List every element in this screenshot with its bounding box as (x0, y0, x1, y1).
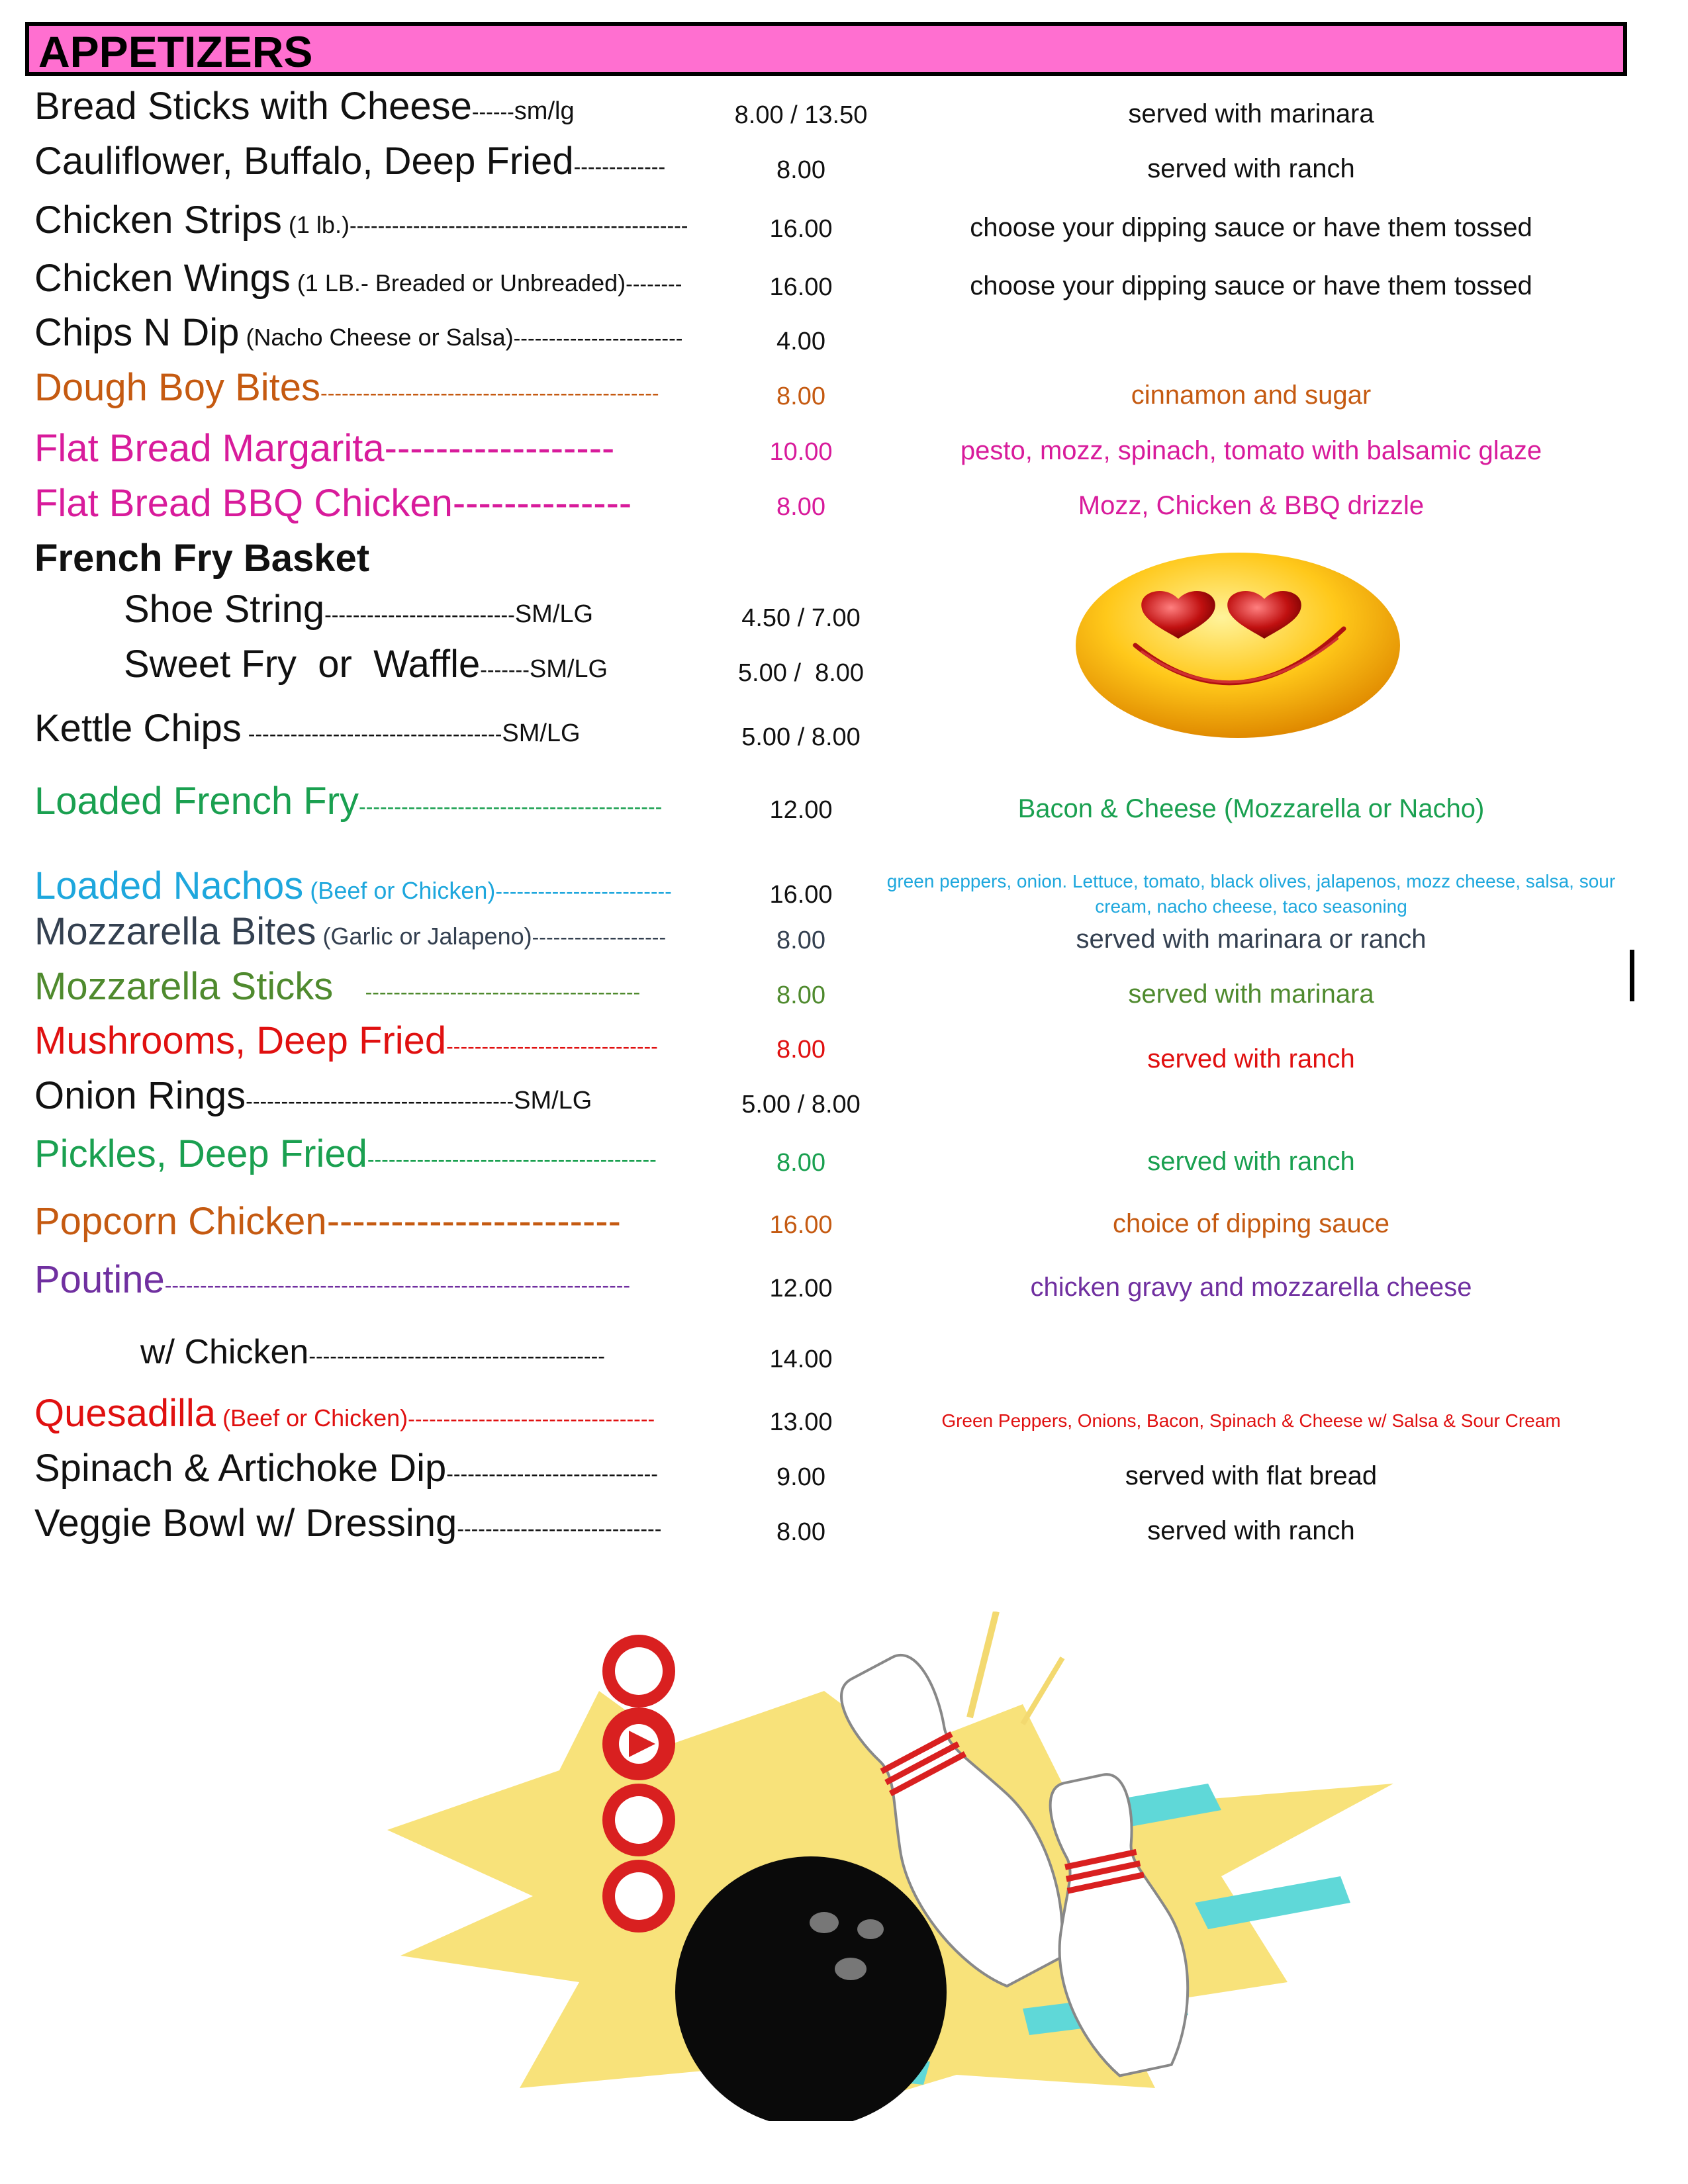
item-name: Sweet Fry or Waffle-------SM/LG (124, 643, 608, 686)
item-name: w/ Chicken------------------------------------------ (140, 1333, 605, 1371)
item-price: 8.00 / 13.50 (734, 101, 868, 129)
item-name: Kettle Chips ------------------------------------SM/LG (34, 707, 581, 750)
item-description: served with marinara (1128, 979, 1374, 1009)
item-description: green peppers, onion. Lettuce, tomato, black olives, jalapenos, mozz cheese, salsa, sour cream, nacho cheese, taco seasoning (886, 871, 1616, 917)
item-price: 4.00 (776, 328, 825, 355)
menu-item (0, 1445, 1688, 1498)
menu-item (0, 1500, 1688, 1553)
menu-item (0, 586, 1688, 639)
item-price: 8.00 (776, 1149, 825, 1177)
item-price: 10.00 (769, 438, 833, 466)
menu-item (0, 641, 1688, 694)
item-name: Dough Boy Bites------------------------------------------------ (34, 366, 659, 409)
item-name: Shoe String---------------------------SM/LG (124, 588, 594, 631)
item-description: choose your dipping sauce or have them tossed (970, 213, 1532, 242)
menu-item (0, 1256, 1688, 1309)
menu-item (0, 963, 1688, 1016)
item-name: Mushrooms, Deep Fried------------------------------ (34, 1019, 658, 1062)
item-price: 12.00 (769, 796, 833, 824)
menu-item (0, 309, 1688, 362)
item-description: Green Peppers, Onions, Bacon, Spinach & Cheese w/ Salsa & Sour Cream (941, 1410, 1561, 1431)
menu-item (0, 255, 1688, 308)
item-name: Veggie Bowl w/ Dressing----------------------------- (34, 1502, 662, 1545)
menu-item (0, 778, 1688, 831)
item-description: served with ranch (1147, 1044, 1355, 1073)
item-name: Flat Bread Margarita------------------ (34, 427, 615, 470)
menu-item (0, 420, 1688, 473)
menu-item (0, 83, 1688, 136)
item-description: served with marinara (1128, 99, 1374, 128)
item-price: 8.00 (776, 1036, 825, 1064)
item-description: served with flat bread (1125, 1461, 1378, 1490)
item-name: Loaded French Fry------------------------------------------- (34, 780, 663, 823)
item-description: cinnamon and sugar (1131, 381, 1372, 410)
menu-item (0, 1193, 1688, 1246)
item-price: 9.00 (776, 1463, 825, 1491)
item-description: Mozz, Chicken & BBQ drizzle (1078, 491, 1425, 520)
menu-item (0, 138, 1688, 191)
item-price: 8.00 (776, 1518, 825, 1546)
item-price: 16.00 (769, 215, 833, 243)
item-price: 16.00 (769, 273, 833, 301)
menu-item (0, 197, 1688, 250)
heart-eyes-smiley-icon (1072, 549, 1403, 741)
item-name: Mozzarella Bites (Garlic or Jalapeno)------------------- (34, 910, 667, 953)
item-name: Loaded Nachos (Beef or Chicken)------------------------- (34, 864, 672, 907)
item-name: Popcorn Chicken----------------------- (34, 1200, 621, 1243)
item-price: 8.00 (776, 927, 825, 954)
item-price: 16.00 (769, 1211, 833, 1239)
item-description: served with ranch (1147, 154, 1355, 183)
item-description: choose your dipping sauce or have them tossed (970, 271, 1532, 300)
item-name: Bread Sticks with Cheese------sm/lg (34, 85, 575, 128)
menu-item (0, 705, 1688, 758)
item-name: Poutine------------------------------------------------------------------ (34, 1258, 631, 1301)
item-price: 4.50 / 7.00 (741, 604, 861, 632)
item-name: Spinach & Artichoke Dip------------------------------ (34, 1447, 658, 1490)
divider-mark (1630, 950, 1634, 1001)
item-name: Mozzarella Sticks --------------------------------------- (34, 965, 641, 1008)
item-description: served with ranch (1147, 1147, 1355, 1176)
item-name: Flat Bread BBQ Chicken-------------- (34, 482, 632, 525)
menu-item (0, 1327, 1688, 1380)
menu-item (0, 1390, 1688, 1443)
item-price: 8.00 (776, 383, 825, 410)
category-name: French Fry Basket (34, 537, 370, 580)
item-description: chicken gravy and mozzarella cheese (1030, 1273, 1472, 1302)
item-price: 5.00 / 8.00 (741, 1091, 861, 1118)
item-name: Chicken Strips (1 lb.)------------------------------------------------ (34, 199, 688, 242)
menu-item (0, 862, 1688, 915)
item-description: served with marinara or ranch (1076, 925, 1427, 954)
bowling-ball-pins-icon (361, 1612, 1407, 2121)
menu-item (0, 1130, 1688, 1183)
menu-item (0, 1072, 1688, 1125)
item-name: Pickles, Deep Fried----------------------------------------- (34, 1132, 657, 1175)
item-description: served with ranch (1147, 1516, 1355, 1545)
item-name: Onion Rings--------------------------------------SM/LG (34, 1074, 592, 1117)
menu-item (0, 1017, 1688, 1073)
section-header (25, 22, 1627, 76)
menu-item (0, 475, 1688, 527)
item-price: 5.00 / 8.00 (741, 723, 861, 751)
menu-category (0, 529, 1688, 582)
item-price: 16.00 (769, 881, 833, 909)
item-price: 5.00 / 8.00 (737, 659, 865, 687)
section-title: APPETIZERS (38, 27, 313, 76)
item-description: pesto, mozz, spinach, tomato with balsamic glaze (960, 436, 1542, 465)
item-name: Chicken Wings (1 LB.- Breaded or Unbreaded)-------- (34, 257, 682, 300)
item-price: 13.00 (769, 1408, 833, 1436)
item-price: 8.00 (776, 156, 825, 184)
menu-item (0, 364, 1688, 417)
item-name: Quesadilla (Beef or Chicken)----------------------------------- (34, 1392, 655, 1435)
item-name: Cauliflower, Buffalo, Deep Fried------------- (34, 140, 666, 183)
item-price: 8.00 (776, 981, 825, 1009)
item-price: 8.00 (776, 493, 825, 521)
item-price: 12.00 (769, 1275, 833, 1302)
item-description: Bacon & Cheese (Mozzarella or Nacho) (1017, 794, 1485, 823)
item-name: Chips N Dip (Nacho Cheese or Salsa)------------------------ (34, 311, 683, 354)
menu-item (0, 908, 1688, 961)
item-description: choice of dipping sauce (1112, 1209, 1390, 1238)
item-price: 14.00 (769, 1345, 833, 1373)
